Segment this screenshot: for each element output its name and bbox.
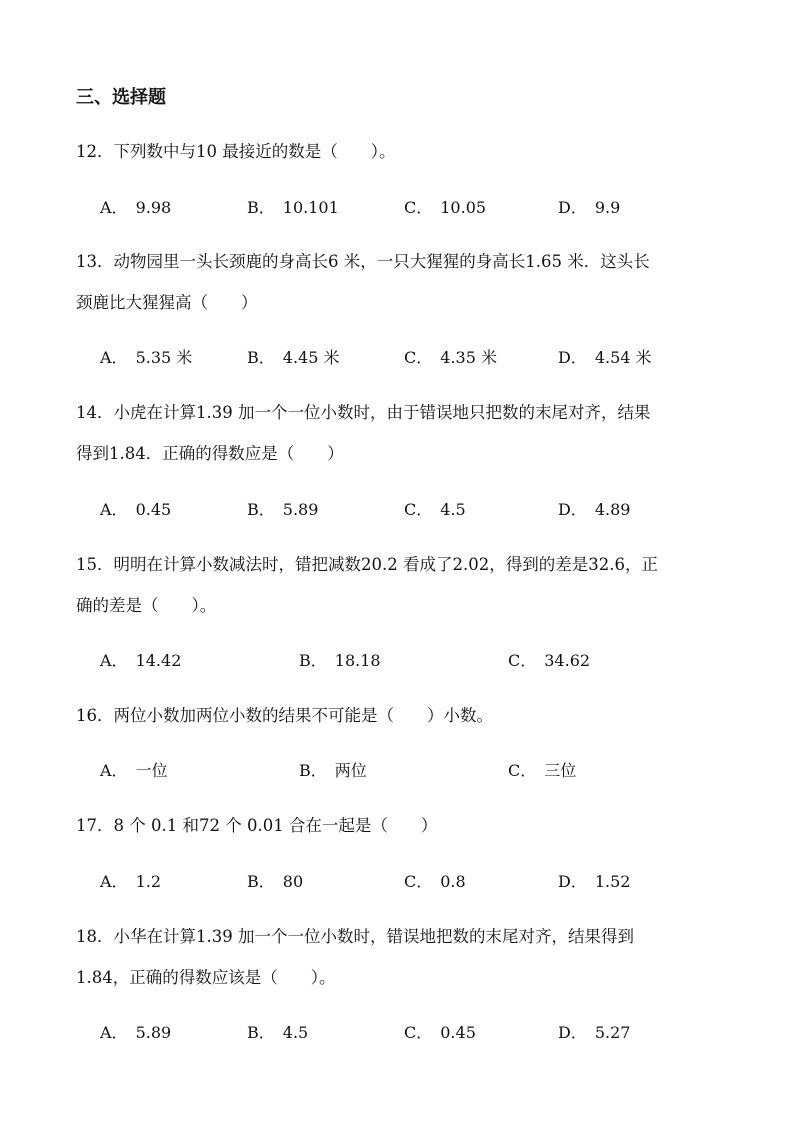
option-letter: A．	[100, 1023, 128, 1042]
option-letter: B．	[247, 872, 275, 891]
option-letter: C．	[404, 872, 433, 891]
option-letter: D．	[558, 198, 587, 217]
q14-option-b	[247, 499, 318, 521]
option-letter: C．	[508, 761, 537, 780]
option-letter: D．	[558, 348, 587, 367]
option-letter: A．	[100, 198, 128, 217]
q13-option-c	[404, 347, 497, 369]
option-text: 5.89	[135, 1023, 172, 1042]
question-13-line-1: 13．动物园里一头长颈鹿的身高长6 米，一只大猩猩的身高长1.65 米．这头长	[76, 252, 650, 271]
option-text: 1.2	[135, 872, 162, 891]
q12-option-b	[247, 197, 339, 219]
option-text: 4.5	[440, 500, 466, 519]
option-letter: C．	[404, 1023, 433, 1042]
option-letter: C．	[508, 651, 537, 670]
q16-option-a	[100, 760, 168, 782]
option-text: 0.45	[135, 500, 172, 519]
option-text: 5.89	[282, 500, 319, 519]
option-letter: B．	[247, 500, 275, 519]
option-text: 5.27	[594, 1023, 631, 1042]
option-letter: B．	[247, 348, 275, 367]
option-text: 18.18	[334, 651, 381, 670]
option-text: 三位	[544, 761, 577, 780]
option-text: 4.45 米	[282, 348, 340, 367]
option-letter: B．	[247, 1023, 275, 1042]
q12-option-a	[100, 197, 171, 219]
question-13-line-2: 颈鹿比大猩猩高（ ）	[76, 293, 258, 312]
option-letter: D．	[558, 1023, 587, 1042]
option-text: 9.9	[594, 198, 621, 217]
option-text: 4.89	[594, 500, 631, 519]
option-text: 4.54 米	[594, 348, 652, 367]
question-18-line-1: 18．小华在计算1.39 加一个一位小数时，错误地把数的末尾对齐，结果得到	[76, 927, 634, 946]
q18-option-a	[100, 1022, 171, 1044]
q17-option-b	[247, 871, 303, 893]
q13-option-d	[558, 347, 652, 369]
q14-option-a	[100, 499, 171, 521]
option-text: 10.101	[282, 198, 339, 217]
q15-option-c	[508, 650, 590, 672]
section-title: 三、选择题	[76, 87, 166, 108]
q14-option-c	[404, 499, 466, 521]
q15-option-b	[299, 650, 381, 672]
q12-option-d	[558, 197, 620, 219]
q15-option-a	[100, 650, 181, 672]
option-text: 0.8	[440, 872, 466, 891]
option-letter: D．	[558, 872, 587, 891]
option-text: 两位	[334, 761, 367, 780]
option-text: 4.5	[282, 1023, 309, 1042]
option-letter: D．	[558, 500, 587, 519]
q12-option-c	[404, 197, 486, 219]
option-letter: C．	[404, 198, 433, 217]
q13-option-b	[247, 347, 339, 369]
option-letter: A．	[100, 348, 128, 367]
option-text: 5.35 米	[135, 348, 193, 367]
option-letter: A．	[100, 872, 128, 891]
option-letter: C．	[404, 348, 433, 367]
option-text: 4.35 米	[440, 348, 497, 367]
option-letter: B．	[299, 761, 327, 780]
option-letter: B．	[247, 198, 275, 217]
q17-option-c	[404, 871, 466, 893]
q17-option-d	[558, 871, 630, 893]
question-18-line-2: 1.84，正确的得数应该是（ ）。	[76, 968, 336, 987]
q17-option-a	[100, 871, 161, 893]
option-letter: B．	[299, 651, 327, 670]
option-text: 10.05	[440, 198, 487, 217]
option-text: 14.42	[135, 651, 182, 670]
option-text: 34.62	[544, 651, 591, 670]
question-14-line-2: 得到1.84．正确的得数应是（ ）	[76, 444, 344, 463]
option-letter: A．	[100, 651, 128, 670]
q18-option-b	[247, 1022, 308, 1044]
question-16-line-1: 16．两位小数加两位小数的结果不可能是（ ）小数。	[76, 706, 493, 725]
q16-option-b	[299, 760, 367, 782]
option-text: 9.98	[135, 198, 172, 217]
q13-option-a	[100, 347, 192, 369]
question-15-line-1: 15．明明在计算小数减法时，错把减数20.2 看成了2.02，得到的差是32.6，正	[76, 555, 658, 574]
question-17-line-1: 17．8 个 0.1 和72 个 0.01 合在一起是（ ）	[76, 816, 438, 835]
question-14-line-1: 14．小虎在计算1.39 加一个一位小数时，由于错误地只把数的末尾对齐，结果	[76, 403, 651, 422]
q16-option-c	[508, 760, 576, 782]
question-12-line-1: 12．下列数中与10 最接近的数是（ ）。	[76, 142, 396, 161]
option-text: 0.45	[440, 1023, 476, 1042]
option-letter: A．	[100, 761, 128, 780]
option-text: 1.52	[594, 872, 631, 891]
option-text: 80	[282, 872, 304, 891]
option-text: 一位	[135, 761, 168, 780]
q18-option-d	[558, 1022, 630, 1044]
q18-option-c	[404, 1022, 476, 1044]
option-letter: C．	[404, 500, 433, 519]
q14-option-d	[558, 499, 630, 521]
option-letter: A．	[100, 500, 128, 519]
question-15-line-2: 确的差是（ ）。	[76, 596, 217, 615]
